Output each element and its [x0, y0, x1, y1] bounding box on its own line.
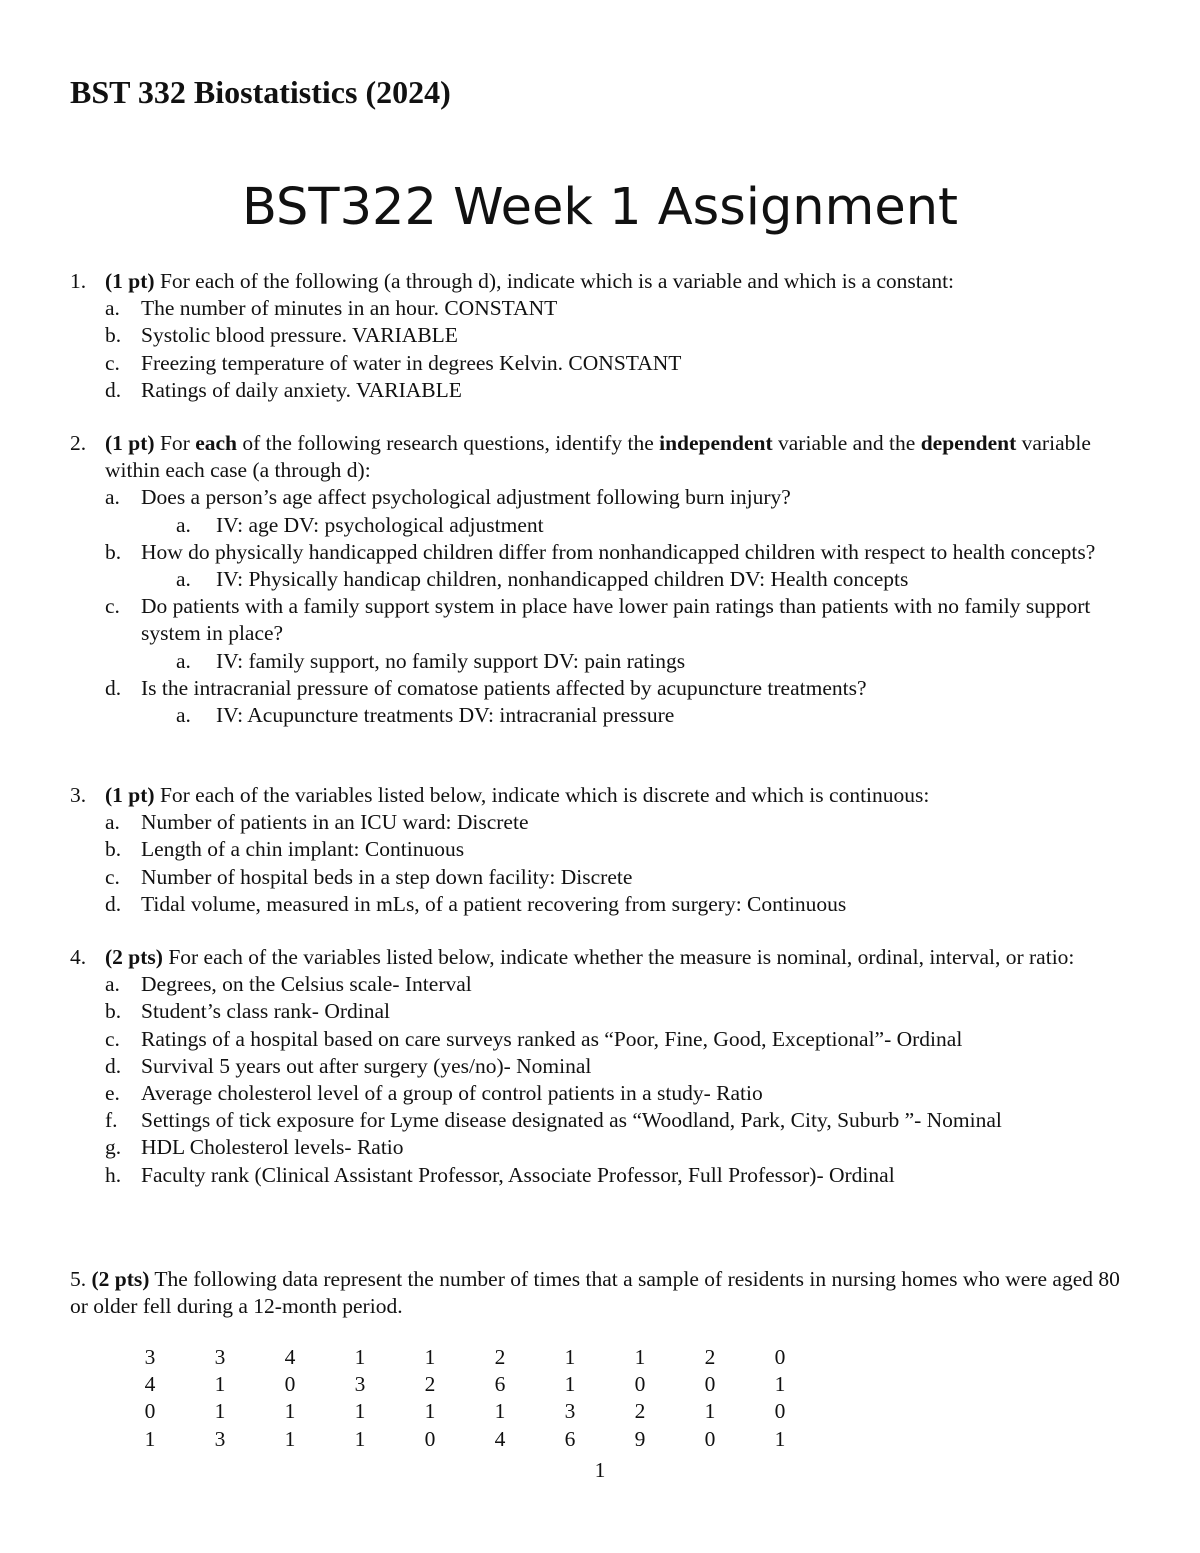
- table-cell: 4: [144, 1372, 156, 1397]
- emphasis-each: each: [195, 431, 237, 455]
- table-cell: 0: [284, 1372, 296, 1397]
- list-item: [70, 1026, 1130, 1053]
- item-label: d.: [105, 891, 122, 916]
- table-cell: 0: [774, 1399, 786, 1424]
- answer-text: IV: age DV: psychological adjustment: [216, 512, 544, 537]
- item-text: How do physically handicapped children differ from nonhandicapped children with respect to health concepts?: [141, 539, 1096, 564]
- item-text: Length of a chin implant: Continuous: [141, 837, 465, 862]
- item-label: a.: [105, 296, 120, 321]
- question-points: (1 pt): [105, 783, 155, 807]
- item-text: Survival 5 years out after surgery (yes/no)- Nominal: [141, 1053, 592, 1078]
- item-label: c.: [105, 594, 120, 619]
- question-text: For each of the following (a through d), indicate which is a variable and which is a constant:: [154, 269, 955, 293]
- question-3: [70, 782, 1130, 918]
- table-cell: 1: [284, 1399, 296, 1424]
- answer-text: IV: family support, no family support DV: pain ratings: [216, 648, 686, 673]
- list-item: [70, 1134, 1130, 1161]
- item-label: d.: [105, 675, 122, 700]
- item-label: g.: [105, 1135, 122, 1160]
- list-item: [70, 1080, 1130, 1107]
- answer-text: IV: Physically handicap children, nonhandicapped children DV: Health concepts: [216, 567, 909, 592]
- item-label: a.: [176, 567, 191, 592]
- table-cell: 1: [774, 1426, 786, 1451]
- item-label: d.: [105, 377, 122, 402]
- question-number: 4.: [70, 945, 87, 969]
- question-number: 3.: [70, 783, 87, 807]
- table-cell: 6: [494, 1372, 506, 1397]
- item-text: Ratings of daily anxiety. VARIABLE: [141, 377, 462, 402]
- answer-item: [70, 702, 1130, 729]
- table-cell: 2: [634, 1399, 646, 1424]
- item-text: Do patients with a family support system in place have lower pain ratings than patients with no family support system in place?: [141, 594, 1091, 646]
- question-number: 5.: [70, 1267, 87, 1291]
- table-cell: 6: [564, 1426, 576, 1451]
- table-cell: 1: [214, 1399, 226, 1424]
- table-cell: 0: [634, 1372, 646, 1397]
- item-text: Number of patients in an ICU ward: Discrete: [141, 810, 529, 835]
- item-label: a.: [176, 512, 191, 537]
- answer-item: [70, 566, 1130, 593]
- question-text: variable and the: [772, 431, 921, 455]
- table-cell: 3: [214, 1426, 226, 1451]
- item-label: c.: [105, 864, 120, 889]
- table-cell: 1: [144, 1426, 156, 1451]
- question-points: (1 pt): [105, 431, 155, 455]
- question-number: 2.: [70, 431, 87, 455]
- item-text: Student’s class rank- Ordinal: [141, 999, 390, 1024]
- item-label: b.: [105, 837, 122, 862]
- question-1: [70, 268, 1130, 404]
- item-label: d.: [105, 1053, 122, 1078]
- list-item: [70, 377, 1130, 404]
- emphasis-independent: independent: [659, 431, 773, 455]
- table-cell: 1: [214, 1372, 226, 1397]
- answer-text: IV: Acupuncture treatments DV: intracranial pressure: [216, 703, 675, 728]
- table-cell: 1: [354, 1426, 366, 1451]
- item-text: Faculty rank (Clinical Assistant Professor, Associate Professor, Full Professor)- Ordinal: [141, 1162, 895, 1187]
- list-item: [70, 998, 1130, 1025]
- item-text: Tidal volume, measured in mLs, of a patient recovering from surgery: Continuous: [141, 891, 847, 916]
- table-cell: 0: [704, 1426, 716, 1451]
- list-item: [70, 971, 1130, 998]
- table-cell: 1: [284, 1426, 296, 1451]
- table-cell: 0: [424, 1426, 436, 1451]
- table-cell: 1: [634, 1345, 646, 1369]
- table-cell: 1: [494, 1399, 506, 1424]
- page-title: BST322 Week 1 Assignment: [241, 178, 959, 237]
- list-item: [70, 809, 1130, 836]
- answer-item: [70, 512, 1130, 539]
- table-cell: 1: [774, 1372, 786, 1397]
- question-points: (2 pts): [91, 1267, 150, 1291]
- table-cell: 4: [494, 1426, 506, 1451]
- item-text: Average cholesterol level of a group of control patients in a study- Ratio: [141, 1081, 763, 1106]
- item-label: f.: [105, 1108, 118, 1133]
- list-item: [70, 539, 1130, 566]
- item-text: Freezing temperature of water in degrees Kelvin. CONSTANT: [141, 350, 682, 375]
- page-number: 1: [594, 1458, 606, 1482]
- table-cell: 0: [774, 1345, 786, 1369]
- table-row: [115, 1398, 815, 1425]
- list-item: [70, 484, 1130, 511]
- item-text: Degrees, on the Celsius scale- Interval: [141, 972, 472, 997]
- question-2: [70, 430, 1130, 729]
- list-item: [70, 295, 1130, 322]
- table-cell: 0: [704, 1372, 716, 1397]
- item-text: Systolic blood pressure. VARIABLE: [141, 323, 458, 348]
- item-label: b.: [105, 999, 122, 1024]
- question-points: (1 pt): [105, 269, 155, 293]
- table-cell: 1: [354, 1345, 366, 1369]
- falls-data-table: [115, 1344, 815, 1453]
- table-row: [115, 1344, 815, 1371]
- list-item: [70, 350, 1130, 377]
- item-text: HDL Cholesterol levels- Ratio: [141, 1135, 404, 1160]
- item-label: h.: [105, 1162, 122, 1187]
- question-4: [70, 944, 1130, 1189]
- question-text: For: [154, 431, 196, 455]
- question-text: The following data represent the number of times that a sample of residents in nursing homes who were aged 80 or older fell during a 12-month period.: [70, 1267, 1120, 1319]
- question-number: 1.: [70, 269, 87, 293]
- item-text: Is the intracranial pressure of comatose patients affected by acupuncture treatments?: [141, 675, 867, 700]
- item-label: b.: [105, 323, 122, 348]
- list-item: [70, 836, 1130, 863]
- item-label: b.: [105, 539, 122, 564]
- table-cell: 2: [704, 1345, 716, 1369]
- list-item: [70, 1053, 1130, 1080]
- table-cell: 0: [144, 1399, 156, 1424]
- table-cell: 3: [214, 1345, 226, 1369]
- list-item: [70, 1162, 1130, 1189]
- table-cell: 1: [424, 1345, 436, 1369]
- list-item: [70, 864, 1130, 891]
- table-cell: 3: [144, 1345, 156, 1369]
- item-label: a.: [105, 485, 120, 510]
- table-cell: 1: [354, 1399, 366, 1424]
- list-item: [70, 322, 1130, 349]
- question-text: of the following research questions, identify the: [236, 431, 660, 455]
- item-label: a.: [105, 810, 120, 835]
- question-text: For each of the variables listed below, indicate whether the measure is nominal, ordinal, interval, or ratio:: [162, 945, 1075, 969]
- list-item: [70, 891, 1130, 918]
- table-cell: 1: [564, 1372, 576, 1397]
- table-cell: 3: [564, 1399, 576, 1424]
- item-label: a.: [105, 972, 120, 997]
- table-cell: 3: [354, 1372, 366, 1397]
- table-cell: 1: [424, 1399, 436, 1424]
- table-cell: 1: [564, 1345, 576, 1369]
- item-label: c.: [105, 1026, 120, 1051]
- table-cell: 4: [284, 1345, 296, 1369]
- list-item: [70, 593, 1130, 647]
- list-item: [70, 1107, 1130, 1134]
- course-header: BST 332 Biostatistics (2024): [70, 74, 451, 110]
- question-text: For each of the variables listed below, indicate which is discrete and which is continuous:: [154, 783, 930, 807]
- table-cell: 2: [494, 1345, 506, 1369]
- table-row: [115, 1371, 815, 1398]
- item-label: a.: [176, 648, 191, 673]
- emphasis-dependent: dependent: [920, 431, 1017, 455]
- item-text: The number of minutes in an hour. CONSTANT: [141, 296, 558, 321]
- table-cell: 2: [424, 1372, 436, 1397]
- item-text: Ratings of a hospital based on care surveys ranked as “Poor, Fine, Good, Exceptional”- Ordinal: [141, 1026, 963, 1051]
- list-item: [70, 675, 1130, 702]
- item-label: c.: [105, 350, 120, 375]
- table-cell: 1: [704, 1399, 716, 1424]
- table-cell: 9: [634, 1426, 646, 1451]
- question-points: (2 pts): [105, 945, 163, 969]
- item-text: Settings of tick exposure for Lyme disease designated as “Woodland, Park, City, Suburb ”- Nominal: [141, 1108, 1002, 1133]
- item-text: Number of hospital beds in a step down facility: Discrete: [141, 864, 633, 889]
- question-5: [70, 1266, 1130, 1320]
- question-text: variable within each case (a through d):: [105, 431, 1091, 483]
- item-label: e.: [105, 1081, 120, 1106]
- answer-item: [70, 648, 1130, 675]
- item-text: Does a person’s age affect psychological adjustment following burn injury?: [141, 485, 791, 510]
- item-label: a.: [176, 703, 191, 728]
- table-row: [115, 1426, 815, 1453]
